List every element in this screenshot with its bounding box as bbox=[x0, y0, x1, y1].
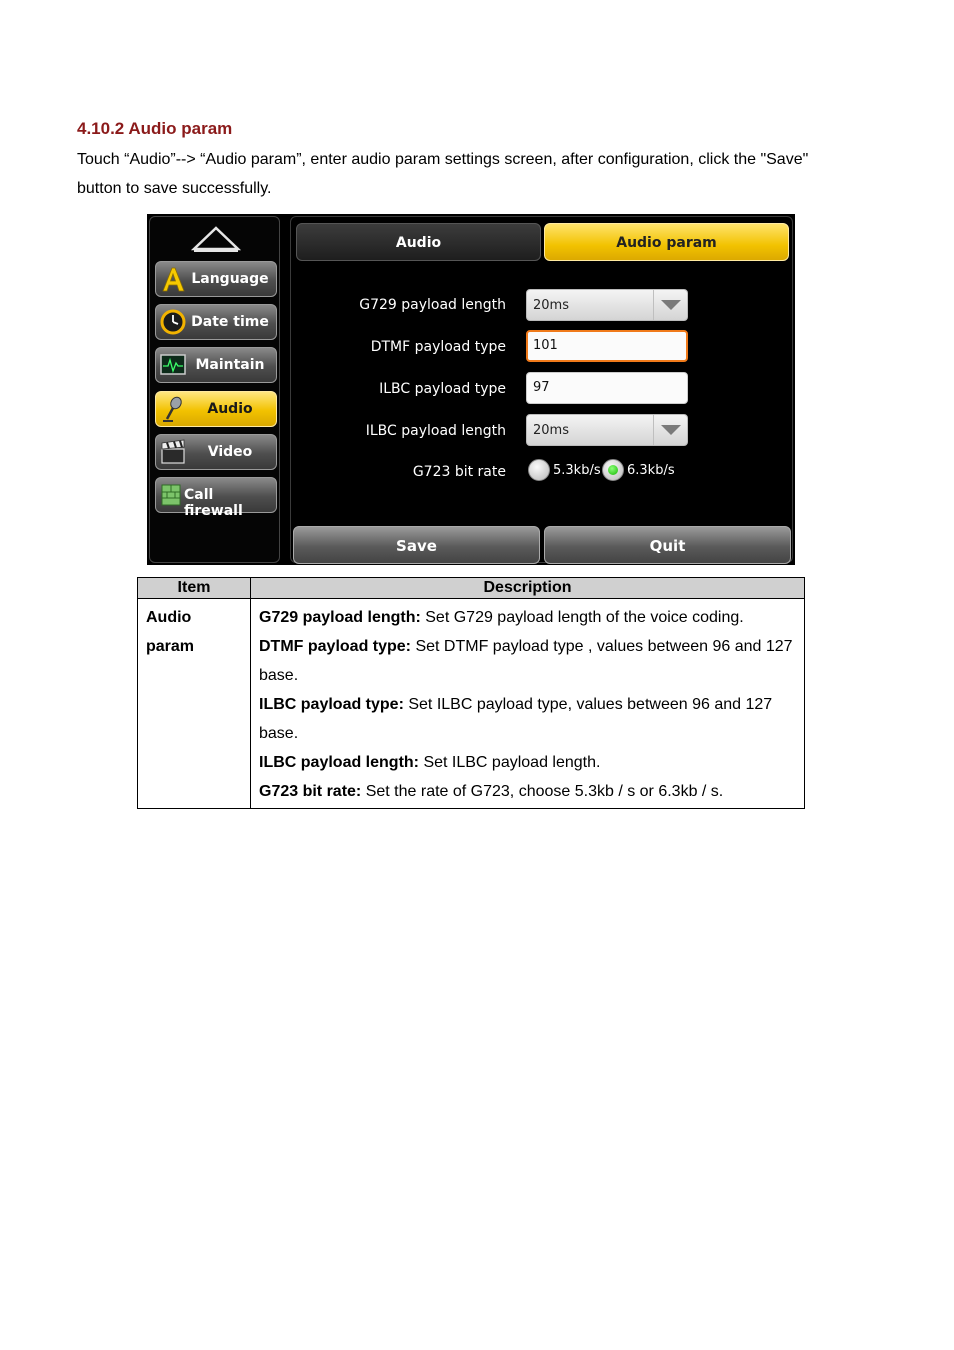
sidebar-item-label: Language bbox=[191, 271, 269, 287]
settings-sidebar bbox=[149, 216, 280, 563]
section-heading: 4.10.2 Audio param bbox=[77, 119, 233, 138]
clock-icon bbox=[159, 308, 187, 336]
chevron-down-icon bbox=[661, 300, 681, 310]
sidebar-item-call-firewall[interactable] bbox=[155, 477, 277, 519]
sidebar-item-video[interactable] bbox=[155, 434, 277, 470]
scroll-up-arrow-icon[interactable] bbox=[191, 225, 241, 253]
monitor-icon bbox=[159, 351, 187, 379]
table-row bbox=[138, 599, 805, 809]
g729-payload-length-value: 20ms bbox=[533, 298, 569, 313]
g729-payload-length-select[interactable] bbox=[526, 289, 688, 321]
ilbc-payload-length-label: ILBC payload length bbox=[365, 423, 506, 439]
g723-option-6-3-label: 6.3kb/s bbox=[627, 463, 675, 478]
letter-a-icon bbox=[159, 265, 187, 293]
description-text: Set G729 payload length of the voice coding. bbox=[420, 609, 744, 626]
description-term: DTMF payload type: bbox=[259, 638, 412, 655]
microphone-icon bbox=[159, 395, 187, 423]
description-term: ILBC payload length: bbox=[259, 754, 419, 771]
dropdown-arrow[interactable] bbox=[653, 415, 687, 445]
description-line bbox=[259, 777, 796, 806]
table-header-description: Description bbox=[251, 578, 805, 599]
description-text: Set the rate of G723, choose 5.3kb / s or 6.3kb / s. bbox=[361, 783, 724, 800]
description-line bbox=[259, 690, 796, 748]
clapperboard-icon bbox=[159, 438, 187, 466]
firewall-icon bbox=[159, 481, 187, 509]
radio-selected-dot bbox=[608, 465, 618, 475]
description-term: G723 bit rate: bbox=[259, 783, 362, 800]
description-text: Set ILBC payload length. bbox=[419, 754, 601, 771]
sidebar-item-language[interactable] bbox=[155, 261, 277, 297]
chevron-down-icon bbox=[661, 425, 681, 435]
dropdown-arrow[interactable] bbox=[653, 290, 687, 320]
description-text: Set DTMF payload type , values between 96 and 127 base. bbox=[259, 638, 793, 684]
description-text: Set ILBC payload type, values between 96 and 127 base. bbox=[259, 696, 773, 742]
tab-audio-param[interactable]: Audio param bbox=[544, 223, 789, 261]
intro-paragraph: Touch “Audio”--> “Audio param”, enter audio param settings screen, after configuration, click the "Save" button to save successfully. bbox=[77, 151, 809, 197]
ilbc-payload-length-value: 20ms bbox=[533, 423, 569, 438]
item-cell bbox=[138, 599, 251, 809]
sidebar-item-label: Date time bbox=[191, 314, 269, 330]
sidebar-item-maintain[interactable] bbox=[155, 347, 277, 383]
g723-option-5-3-label: 5.3kb/s bbox=[553, 463, 601, 478]
description-term: G729 payload length: bbox=[259, 609, 421, 626]
g723-radio-5-3[interactable] bbox=[528, 459, 550, 481]
quit-button[interactable]: Quit bbox=[544, 526, 791, 564]
item-name-line1: Audio bbox=[146, 609, 192, 626]
save-button[interactable]: Save bbox=[293, 526, 540, 564]
audio-param-panel bbox=[290, 216, 793, 563]
g723-bit-rate-label: G723 bit rate bbox=[412, 464, 506, 480]
item-name-line2: param bbox=[146, 638, 195, 655]
dtmf-payload-type-input[interactable]: 101 bbox=[526, 330, 688, 362]
description-term: ILBC payload type: bbox=[259, 696, 404, 713]
dtmf-payload-type-label: DTMF payload type bbox=[370, 339, 506, 355]
g729-payload-length-label: G729 payload length bbox=[359, 297, 506, 313]
ilbc-payload-type-input[interactable]: 97 bbox=[526, 372, 688, 404]
ilbc-payload-length-select[interactable] bbox=[526, 414, 688, 446]
sidebar-item-label: Call firewall bbox=[184, 487, 243, 519]
g723-radio-6-3[interactable] bbox=[602, 459, 624, 481]
sidebar-item-label: Audio bbox=[207, 401, 253, 417]
tab-audio[interactable]: Audio bbox=[296, 223, 541, 261]
ilbc-payload-type-label: ILBC payload type bbox=[379, 381, 506, 397]
description-line bbox=[259, 632, 796, 690]
sidebar-item-audio[interactable] bbox=[155, 391, 277, 427]
description-line bbox=[259, 603, 796, 632]
description-cell bbox=[251, 599, 805, 809]
sidebar-item-date-time[interactable] bbox=[155, 304, 277, 340]
sidebar-item-label: Video bbox=[207, 444, 253, 460]
description-line bbox=[259, 748, 796, 777]
description-table bbox=[137, 577, 805, 809]
device-screenshot bbox=[147, 214, 795, 565]
sidebar-item-label: Maintain bbox=[195, 357, 265, 373]
table-header-item: Item bbox=[138, 578, 251, 599]
